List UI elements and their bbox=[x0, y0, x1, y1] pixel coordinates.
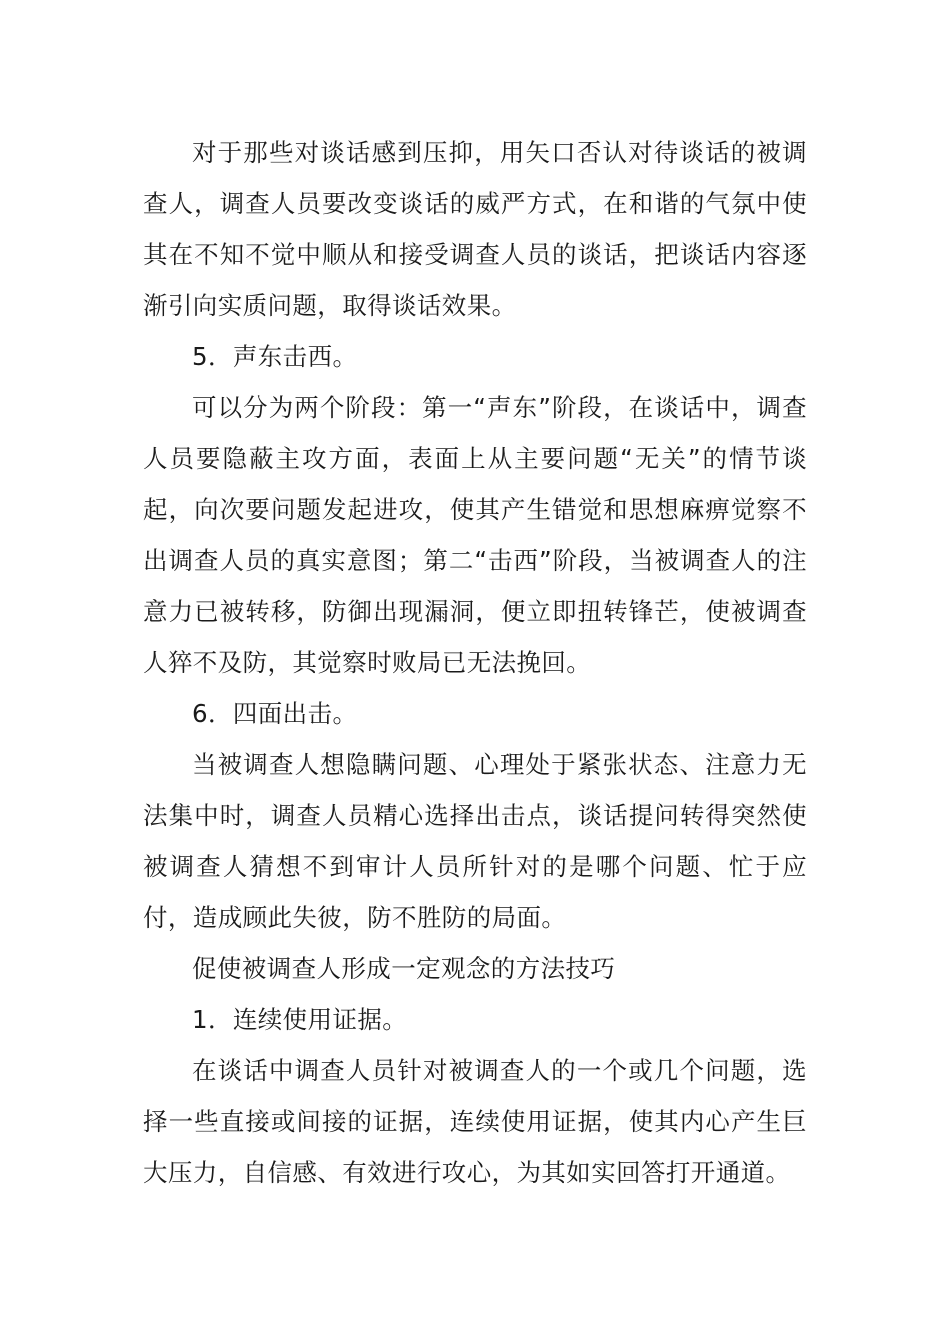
heading-6-attack-from-all-sides: 6．四面出击。 bbox=[192, 699, 358, 728]
heading-1-continuous-evidence: 1．连续使用证据。 bbox=[192, 1005, 408, 1034]
section-heading-form-concepts: 促使被调查人形成一定观念的方法技巧 bbox=[192, 954, 616, 983]
heading-5-feint-east-strike-west: 5．声东击西。 bbox=[192, 342, 358, 371]
paragraph-suppressed-interviewee: 对于那些对谈话感到压抑，用矢口否认对待谈话的被调查人，调查人员要改变谈话的威严方式，在和谐的气氛中使其在不知不觉中顺从和接受调查人员的谈话，把谈话内容逐渐引向实质问题，取得谈话效果。 bbox=[143, 138, 807, 320]
paragraph-two-stages: 可以分为两个阶段：第一“声东”阶段，在谈话中，调查人员要隐蔽主攻方面，表面上从主要问题“无关”的情节谈起，向次要问题发起进攻，使其产生错觉和思想麻痹觉察不出调查人员的真实意图；第二“击西”阶段，当被调查人的注意力已被转移，防御出现漏洞，便立即扭转锋芒，使被调查人猝不及防，其觉察时败局已无法挽回。 bbox=[143, 393, 807, 677]
document-body bbox=[143, 127, 807, 1198]
paragraph-continuous-evidence: 在谈话中调查人员针对被调查人的一个或几个问题，选择一些直接或间接的证据，连续使用证据，使其内心产生巨大压力，自信感、有效进行攻心，为其如实回答打开通道。 bbox=[143, 1056, 807, 1187]
paragraph-attack-points: 当被调查人想隐瞒问题、心理处于紧张状态、注意力无法集中时，调查人员精心选择出击点，谈话提问转得突然使被调查人猜想不到审计人员所针对的是哪个问题、忙于应付，造成顾此失彼，防不胜防的局面。 bbox=[143, 750, 807, 932]
